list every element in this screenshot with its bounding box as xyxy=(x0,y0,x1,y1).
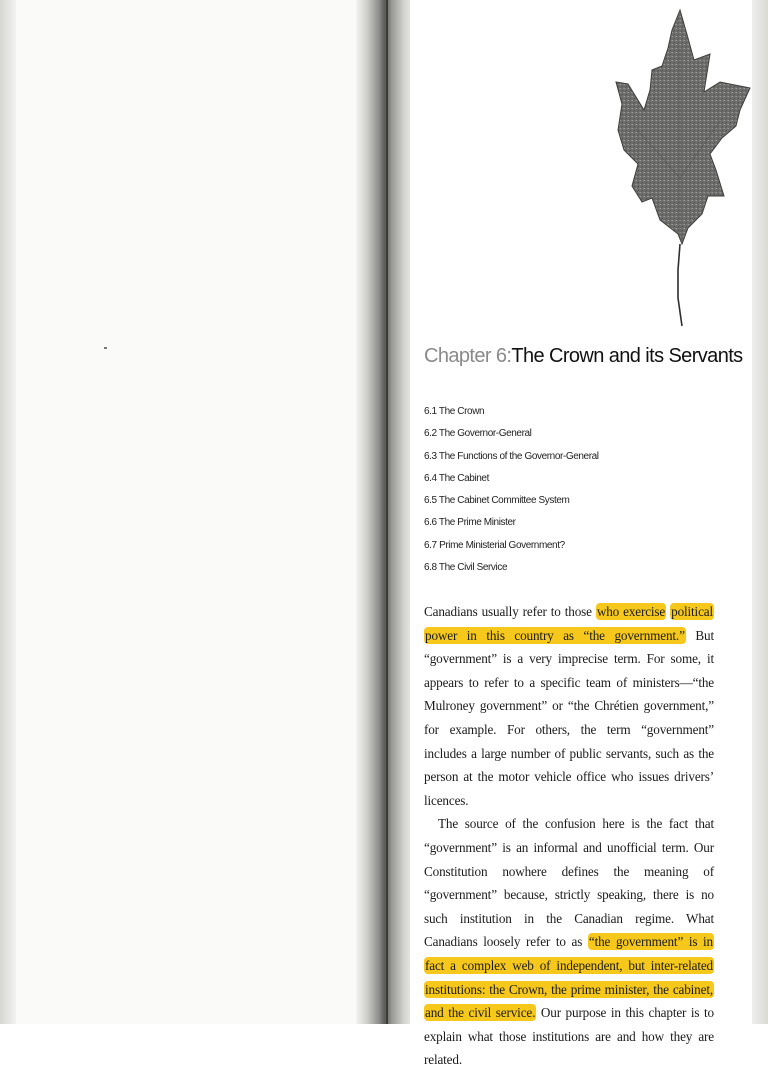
right-page-edge xyxy=(752,0,768,1024)
chapter-body-text xyxy=(424,600,714,1072)
paragraph-text: Our purpose in this chapter is to explain what those institutions are and how they are related. xyxy=(424,1005,714,1068)
toc-item: 6.5 The Cabinet Committee System xyxy=(424,495,570,507)
paragraph-2 xyxy=(424,812,714,1072)
toc-item: 6.1 The Crown xyxy=(424,406,485,417)
chapter-label: Chapter 6: xyxy=(424,345,512,367)
highlighted-text: “the government” is in fact a complex web of independent, but inter-related institutions: the Crown, the prime minister, the cabinet, and the civil service. xyxy=(425,934,713,1021)
paragraph-text: But “government” is a very imprecise term. For some, it appears to refer to a specific team of ministers—“the Mulroney government” or “the Chrétien government,” for example. For others, the term “government” includes a large number of public servants, such as the person at the motor vehicle office who issues drivers’ licences. xyxy=(424,627,714,808)
paragraph-1 xyxy=(424,600,714,812)
chapter-title xyxy=(424,345,744,368)
paragraph-text: Canadians usually refer to those xyxy=(424,604,596,619)
chapter-name: The Crown and its Servants xyxy=(511,345,743,367)
paragraph-text: The source of the confusion here is the fact that “government” is an informal and unofficial term. Our Constitution nowhere defines the meaning of “government” because, strictly speaking, there is no such institution in the Canadian regime. What Canadians loosely refer to as xyxy=(424,816,714,950)
toc-item: 6.4 The Cabinet xyxy=(424,472,489,484)
toc-item: 6.6 The Prime Minister xyxy=(424,517,516,529)
book-spine-line xyxy=(386,0,388,1024)
highlighted-text: political power in this country as “the government.” xyxy=(425,604,713,643)
left-page-edge xyxy=(0,0,16,1024)
blank-left-page xyxy=(16,0,362,1024)
scan-speck xyxy=(104,347,107,349)
toc-item: 6.8 The Civil Service xyxy=(424,562,508,574)
maple-leaf-icon xyxy=(612,8,754,328)
chapter-contents-list xyxy=(424,404,724,582)
toc-item: 6.3 The Functions of the Governor-General xyxy=(424,450,599,462)
highlighted-text: who exercise xyxy=(596,604,666,619)
toc-item: 6.2 The Governor-General xyxy=(424,428,532,440)
toc-item: 6.7 Prime Ministerial Government? xyxy=(424,539,565,551)
